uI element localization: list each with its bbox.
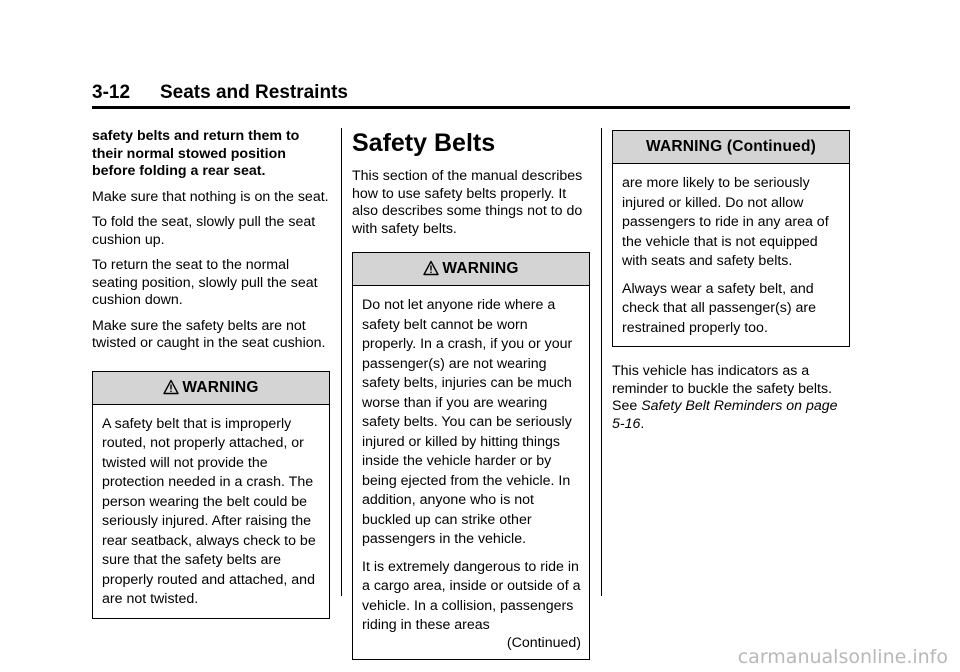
lead-paragraph: safety belts and return them to their normal stowed position before folding a rear seat.: [92, 128, 300, 179]
paragraph: To return the seat to the normal seating position, slowly pull the seat cushion down.: [92, 257, 318, 308]
section-title: Safety Belts: [352, 129, 496, 157]
paragraph: To fold the seat, slowly pull the seat cushion up.: [92, 214, 316, 248]
column-divider: [341, 128, 342, 596]
column-3: [612, 128, 850, 441]
warning-title: WARNING: [442, 260, 519, 277]
warning-continued-box: [612, 130, 850, 347]
paragraph: Make sure the safety belts are not twisted or caught in the seat cushion.: [92, 317, 326, 351]
body-text-end: .: [640, 415, 645, 432]
warning-title: WARNING: [182, 378, 259, 396]
warning-paragraph: Always wear a safety belt, and check that all passenger(s) are restrained properly too.: [622, 280, 816, 336]
column-2: [352, 128, 590, 660]
body-paragraph: [612, 363, 850, 433]
warning-text: A safety belt that is improperly routed, not properly attached, or twisted will not provide the protection needed in a crash. The person wearing the belt could be seriously injured. After raising the rear seatback, always check to be sure that the safety belts are properly routed and attached, and are not twisted.: [102, 415, 316, 607]
warning-paragraph: Do not let anyone ride where a safety belt cannot be worn properly. In a crash, if you or your passenger(s) are not wearing safety belts, injuries can be much worse than if you are wearing safety belts. You can be seriously injured or killed by hitting things inside the vehicle harder or by being ejected from the vehicle. In addition, anyone who is not buckled up can strike other passengers in the vehicle.: [362, 297, 573, 547]
cross-reference-link[interactable]: Safety Belt Reminders on page 5-16: [612, 398, 838, 432]
warning-header: [93, 372, 329, 405]
warning-box: [92, 371, 330, 619]
warning-header: [353, 253, 589, 286]
column-divider: [601, 128, 602, 596]
header-title: [92, 82, 850, 104]
header-rule: [92, 106, 850, 109]
section-name: Seats and Restraints: [160, 82, 348, 103]
warning-paragraph: are more likely to be seriously injured or killed. Do not allow passengers to ride in any area of the vehicle that is not equipped with seats and safety belts.: [622, 175, 829, 269]
body-text: This vehicle has indicators as a reminder to buckle the safety belts. See: [612, 363, 833, 414]
column-1: [92, 128, 330, 619]
warning-body: [93, 405, 329, 618]
continued-label: (Continued): [506, 634, 581, 651]
warning-paragraph: It is extremely dangerous to ride in a cargo area, inside or outside of a vehicle. In a collision, passengers riding in these areas: [362, 558, 581, 633]
paragraph: Make sure that nothing is on the seat.: [92, 188, 329, 205]
watermark: carmanualsonline.info: [737, 646, 948, 668]
warning-body: [353, 286, 589, 659]
warning-header: WARNING (Continued): [613, 131, 849, 164]
warning-triangle-icon: [423, 260, 439, 276]
intro-paragraph: This section of the manual describes how to use safety belts properly. It also describes some things not to do with safety belts.: [352, 168, 583, 237]
warning-box: [352, 252, 590, 660]
page-header: [92, 82, 850, 104]
warning-triangle-icon: [163, 379, 179, 395]
warning-body: [613, 164, 849, 346]
page-number: 3-12: [92, 82, 131, 103]
